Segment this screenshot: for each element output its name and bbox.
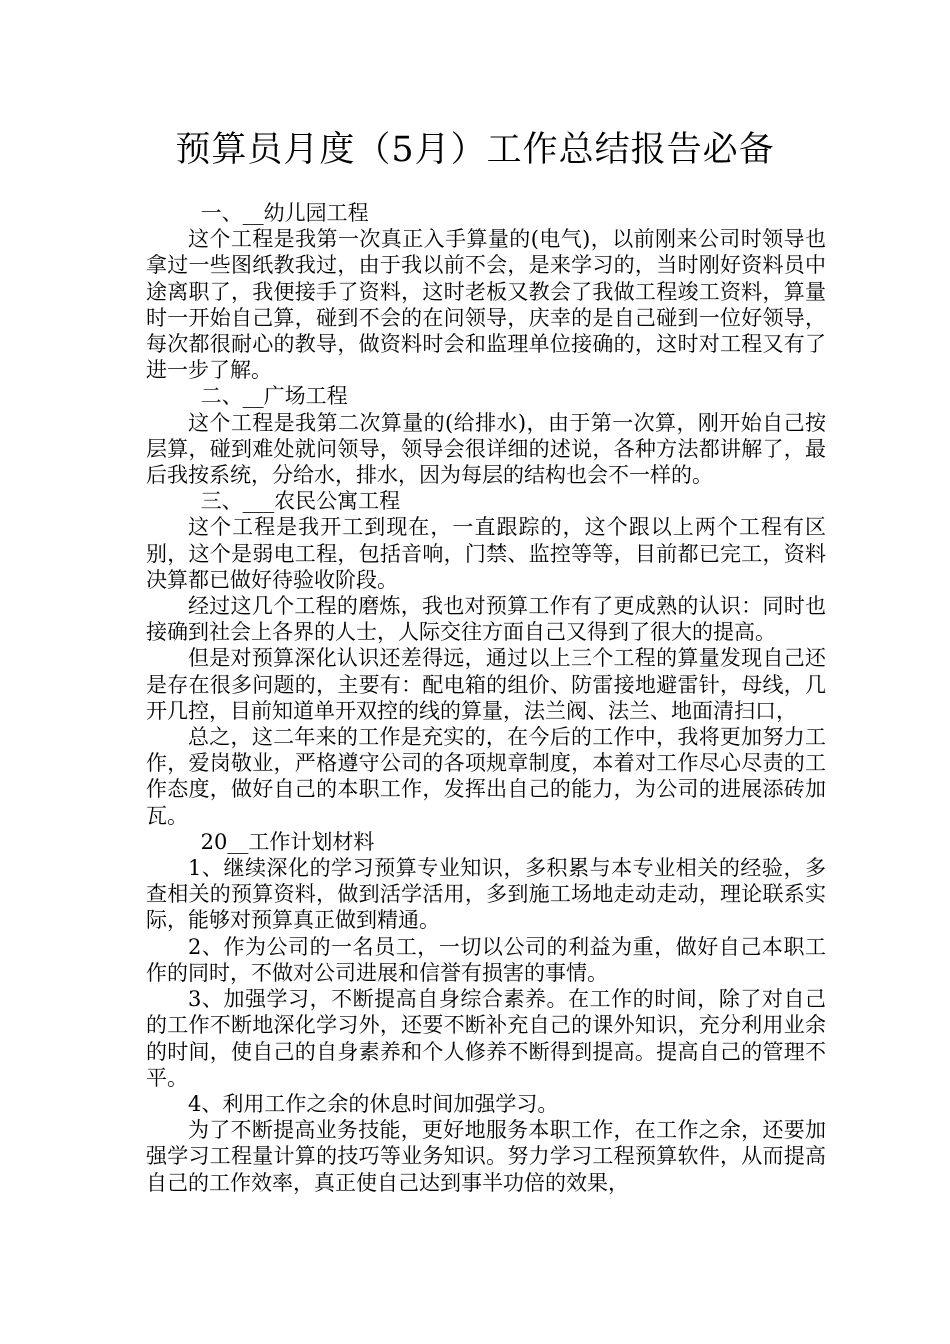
paragraph: 这个工程是我第二次算量的(给排水)，由于第一次算，刚开始自己按层算，碰到难处就问领导，领导会很详细的述说，各种方法都讲解了，最后我按系统，分给水，排水，因为每层的结构也会不一样的。 bbox=[146, 410, 826, 488]
document-title: 预算员月度（5月）工作总结报告必备 bbox=[175, 130, 775, 170]
plan-item: 3、加强学习，不断提高自身综合素养。在工作的时间，除了对自己的工作不断地深化学习外，还要不断补充自己的课外知识，充分利用业余的时间，使自己的自身素养和个人修养不断得到提高。提高自己的管理不平。 bbox=[146, 987, 826, 1090]
section-heading: 一、__幼儿园工程 bbox=[200, 201, 369, 225]
plan-item: 1、继续深化的学习预算专业知识，多积累与本专业相关的经验，多查相关的预算资料，做到活学活用，多到施工场地走动走动，理论联系实际，能够对预算真正做到精通。 bbox=[146, 856, 826, 933]
section-heading: 20__工作计划材料 bbox=[200, 829, 375, 854]
paragraph: 为了不断提高业务技能，更好地服务本职工作，在工作之余，还要加强学习工程量计算的技巧等业务知识。努力学习工程预算软件，从而提高自己的工作效率，真正使自己达到事半功倍的效果， bbox=[146, 1118, 826, 1195]
paragraph: 这个工程是我第一次真正入手算量的(电气)，以前刚来公司时领导也拿过一些图纸教我过，由于我以前不会，是来学习的，当时刚好资料员中途离职了，我便接手了资料，这时老板又教会了我做工程竣工资料，算量时一开始自己算，碰到不会的在问领导，庆幸的是自己碰到一位好领导，每次都很耐心的教导，做资料时会和监理单位接确的，这时对工程又有了进一步了解。 bbox=[146, 227, 826, 383]
plan-item: 4、利用工作之余的休息时间加强学习。 bbox=[188, 1091, 559, 1116]
paragraph: 但是对预算深化认识还差得远，通过以上三个工程的算量发现自己还是存在很多问题的，主要有：配电箱的组价、防雷接地避雷针，母线，几开几控，目前知道单开双控的线的算量，法兰阀、法兰、地面清扫口， bbox=[146, 646, 826, 723]
paragraph: 总之，这二年来的工作是充实的，在今后的工作中，我将更加努力工作，爱岗敬业，严格遵守公司的各项规章制度，本着对工作尽心尽责的工作态度，做好自己的本职工作，发挥出自己的能力，为公司的进展添砖加瓦。 bbox=[146, 725, 826, 828]
plan-item: 2、作为公司的一名员工，一切以公司的利益为重，做好自己本职工作的同时，不做对公司进展和信誉有损害的事情。 bbox=[146, 934, 826, 985]
document-body bbox=[146, 200, 826, 1196]
section-heading: 三、___农民公寓工程 bbox=[200, 489, 401, 514]
section-heading: 二、__广场工程 bbox=[200, 384, 348, 409]
paragraph: 经过这几个工程的磨炼，我也对预算工作有了更成熟的认识：同时也接确到社会上各界的人士，人际交往方面自己又得到了很大的提高。 bbox=[146, 594, 826, 645]
paragraph: 这个工程是我开工到现在，一直跟踪的，这个跟以上两个工程有区别，这个是弱电工程，包括音响，门禁、监控等等，目前都已完工，资料决算都已做好待验收阶段。 bbox=[146, 515, 826, 592]
